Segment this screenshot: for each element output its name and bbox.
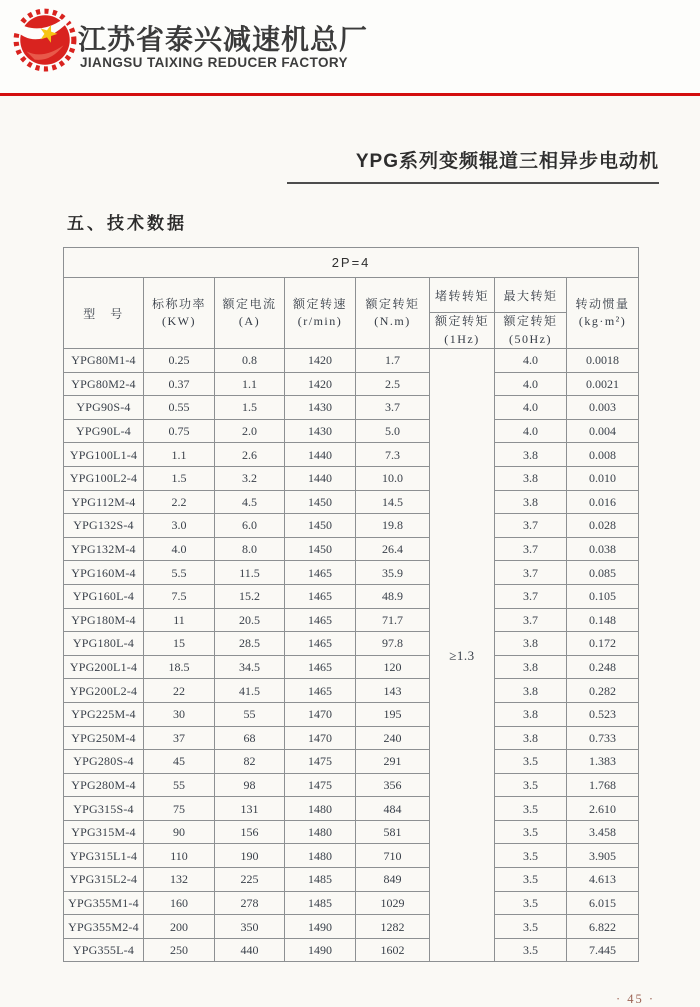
power-cell: 250: [144, 938, 215, 962]
table-row: [64, 844, 639, 868]
torque-cell: 97.8: [356, 632, 430, 656]
table-row: [64, 537, 639, 561]
speed-cell: 1465: [285, 679, 356, 703]
spec-table: [63, 247, 639, 962]
speed-cell: 1450: [285, 490, 356, 514]
inertia-cell: 2.610: [567, 797, 639, 821]
speed-cell: 1465: [285, 561, 356, 585]
max-torque-cell: 3.8: [495, 702, 567, 726]
speed-cell: 1440: [285, 443, 356, 467]
company-name: 江苏省泰兴减速机总厂: [78, 24, 369, 55]
torque-cell: 14.5: [356, 490, 430, 514]
inertia-cell: 6.822: [567, 915, 639, 939]
max-torque-cell: 3.5: [495, 868, 567, 892]
max-torque-cell: 3.7: [495, 584, 567, 608]
page-number: · 45 ·: [616, 992, 656, 1006]
power-cell: 11: [144, 608, 215, 632]
current-cell: 1.1: [215, 372, 285, 396]
col-header-current: 额定电流 (A): [215, 278, 285, 349]
speed-cell: 1420: [285, 372, 356, 396]
speed-cell: 1440: [285, 466, 356, 490]
model-cell: YPG315S-4: [64, 797, 144, 821]
current-cell: 6.0: [215, 514, 285, 538]
inertia-cell: 0.248: [567, 655, 639, 679]
current-cell: 156: [215, 820, 285, 844]
table-row: [64, 915, 639, 939]
torque-cell: 484: [356, 797, 430, 821]
current-cell: 0.8: [215, 349, 285, 373]
torque-cell: 143: [356, 679, 430, 703]
current-cell: 98: [215, 773, 285, 797]
power-cell: 0.37: [144, 372, 215, 396]
inertia-cell: 0.523: [567, 702, 639, 726]
max-torque-cell: 3.8: [495, 632, 567, 656]
inertia-cell: 3.905: [567, 844, 639, 868]
table-row: [64, 466, 639, 490]
model-cell: YPG100L1-4: [64, 443, 144, 467]
model-cell: YPG200L1-4: [64, 655, 144, 679]
speed-cell: 1465: [285, 608, 356, 632]
inertia-cell: 0.038: [567, 537, 639, 561]
model-cell: YPG100L2-4: [64, 466, 144, 490]
current-cell: 278: [215, 891, 285, 915]
table-row: [64, 868, 639, 892]
model-cell: YPG80M2-4: [64, 372, 144, 396]
table-row: [64, 396, 639, 420]
power-cell: 90: [144, 820, 215, 844]
max-torque-cell: 3.7: [495, 537, 567, 561]
max-torque-cell: 3.8: [495, 655, 567, 679]
inertia-cell: 0.004: [567, 419, 639, 443]
section-heading: 五、技术数据: [67, 214, 187, 233]
speed-cell: 1450: [285, 537, 356, 561]
torque-cell: 1282: [356, 915, 430, 939]
torque-cell: 195: [356, 702, 430, 726]
model-cell: YPG112M-4: [64, 490, 144, 514]
power-cell: 3.0: [144, 514, 215, 538]
model-cell: YPG160M-4: [64, 561, 144, 585]
power-cell: 30: [144, 702, 215, 726]
current-cell: 20.5: [215, 608, 285, 632]
current-cell: 55: [215, 702, 285, 726]
model-cell: YPG355M1-4: [64, 891, 144, 915]
spec-table-body: [64, 349, 639, 962]
current-cell: 28.5: [215, 632, 285, 656]
speed-cell: 1490: [285, 915, 356, 939]
torque-cell: 2.5: [356, 372, 430, 396]
power-cell: 45: [144, 750, 215, 774]
max-torque-cell: 3.8: [495, 726, 567, 750]
speed-cell: 1485: [285, 891, 356, 915]
speed-cell: 1465: [285, 632, 356, 656]
table-row: [64, 419, 639, 443]
torque-cell: 1029: [356, 891, 430, 915]
speed-cell: 1485: [285, 868, 356, 892]
max-torque-cell: 3.7: [495, 608, 567, 632]
current-cell: 190: [215, 844, 285, 868]
torque-cell: 10.0: [356, 466, 430, 490]
speed-cell: 1465: [285, 584, 356, 608]
torque-cell: 581: [356, 820, 430, 844]
current-cell: 34.5: [215, 655, 285, 679]
inertia-cell: 1.383: [567, 750, 639, 774]
table-row: [64, 773, 639, 797]
speed-cell: 1430: [285, 419, 356, 443]
current-cell: 82: [215, 750, 285, 774]
model-cell: YPG160L-4: [64, 584, 144, 608]
inertia-cell: 4.613: [567, 868, 639, 892]
max-torque-cell: 3.8: [495, 443, 567, 467]
col-header-max-torque-group: 最大转矩: [495, 278, 567, 313]
model-cell: YPG180M-4: [64, 608, 144, 632]
locked-rotor-torque-merged-cell: ≥1.3: [430, 349, 495, 962]
current-cell: 15.2: [215, 584, 285, 608]
power-cell: 15: [144, 632, 215, 656]
table-row: [64, 655, 639, 679]
inertia-cell: 0.085: [567, 561, 639, 585]
max-torque-cell: 3.8: [495, 490, 567, 514]
power-cell: 7.5: [144, 584, 215, 608]
model-cell: YPG280S-4: [64, 750, 144, 774]
torque-cell: 240: [356, 726, 430, 750]
speed-cell: 1490: [285, 938, 356, 962]
model-cell: YPG315L2-4: [64, 868, 144, 892]
speed-cell: 1475: [285, 750, 356, 774]
model-cell: YPG132M-4: [64, 537, 144, 561]
company-logo-gear-star-icon: [12, 6, 78, 72]
torque-cell: 1.7: [356, 349, 430, 373]
inertia-cell: 0.010: [567, 466, 639, 490]
speed-cell: 1480: [285, 844, 356, 868]
torque-cell: 5.0: [356, 419, 430, 443]
speed-cell: 1430: [285, 396, 356, 420]
torque-cell: 710: [356, 844, 430, 868]
current-cell: 3.2: [215, 466, 285, 490]
pole-label: 2P=4: [64, 248, 639, 278]
inertia-cell: 0.282: [567, 679, 639, 703]
table-row: [64, 891, 639, 915]
current-cell: 350: [215, 915, 285, 939]
col-header-model: 型 号: [64, 278, 144, 349]
max-torque-cell: 4.0: [495, 396, 567, 420]
power-cell: 4.0: [144, 537, 215, 561]
power-cell: 0.25: [144, 349, 215, 373]
torque-cell: 7.3: [356, 443, 430, 467]
table-row: [64, 726, 639, 750]
model-cell: YPG80M1-4: [64, 349, 144, 373]
table-row: [64, 797, 639, 821]
model-cell: YPG132S-4: [64, 514, 144, 538]
speed-cell: 1480: [285, 797, 356, 821]
torque-cell: 48.9: [356, 584, 430, 608]
col-subheader-max-torque: 额定转矩 (50Hz): [495, 313, 567, 349]
table-row: [64, 584, 639, 608]
col-header-locked-torque-group: 堵转转矩: [430, 278, 495, 313]
inertia-cell: 7.445: [567, 938, 639, 962]
current-cell: 131: [215, 797, 285, 821]
max-torque-cell: 4.0: [495, 349, 567, 373]
max-torque-cell: 3.5: [495, 820, 567, 844]
speed-cell: 1420: [285, 349, 356, 373]
max-torque-cell: 3.7: [495, 561, 567, 585]
inertia-cell: 3.458: [567, 820, 639, 844]
power-cell: 2.2: [144, 490, 215, 514]
power-cell: 0.55: [144, 396, 215, 420]
model-cell: YPG355M2-4: [64, 915, 144, 939]
max-torque-cell: 4.0: [495, 419, 567, 443]
table-row: [64, 372, 639, 396]
speed-cell: 1450: [285, 514, 356, 538]
current-cell: 4.5: [215, 490, 285, 514]
col-header-inertia: 转动惯量 (kg·m²): [567, 278, 639, 349]
torque-cell: 356: [356, 773, 430, 797]
inertia-cell: 0.733: [567, 726, 639, 750]
inertia-cell: 6.015: [567, 891, 639, 915]
power-cell: 22: [144, 679, 215, 703]
inertia-cell: 0.008: [567, 443, 639, 467]
col-subheader-locked-torque: 额定转矩 (1Hz): [430, 313, 495, 349]
max-torque-cell: 3.8: [495, 466, 567, 490]
max-torque-cell: 3.5: [495, 915, 567, 939]
current-cell: 225: [215, 868, 285, 892]
table-row: [64, 490, 639, 514]
company-name-english: JIANGSU TAIXING REDUCER FACTORY: [80, 55, 348, 70]
table-row: [64, 608, 639, 632]
torque-cell: 71.7: [356, 608, 430, 632]
col-header-speed: 额定转速 (r/min): [285, 278, 356, 349]
current-cell: 8.0: [215, 537, 285, 561]
power-cell: 132: [144, 868, 215, 892]
torque-cell: 849: [356, 868, 430, 892]
power-cell: 18.5: [144, 655, 215, 679]
model-cell: YPG280M-4: [64, 773, 144, 797]
max-torque-cell: 3.5: [495, 844, 567, 868]
current-cell: 68: [215, 726, 285, 750]
max-torque-cell: 3.5: [495, 797, 567, 821]
model-cell: YPG250M-4: [64, 726, 144, 750]
power-cell: 0.75: [144, 419, 215, 443]
inertia-cell: 1.768: [567, 773, 639, 797]
torque-cell: 120: [356, 655, 430, 679]
current-cell: 11.5: [215, 561, 285, 585]
power-cell: 37: [144, 726, 215, 750]
torque-cell: 19.8: [356, 514, 430, 538]
table-row: [64, 514, 639, 538]
table-row: [64, 561, 639, 585]
torque-cell: 291: [356, 750, 430, 774]
max-torque-cell: 3.5: [495, 891, 567, 915]
power-cell: 75: [144, 797, 215, 821]
pole-row: [64, 248, 639, 278]
table-row: [64, 679, 639, 703]
speed-cell: 1475: [285, 773, 356, 797]
inertia-cell: 0.003: [567, 396, 639, 420]
header-divider: [0, 93, 700, 96]
table-row: [64, 938, 639, 962]
max-torque-cell: 3.5: [495, 938, 567, 962]
model-cell: YPG355L-4: [64, 938, 144, 962]
table-row: [64, 349, 639, 373]
table-row: [64, 750, 639, 774]
max-torque-cell: 3.5: [495, 750, 567, 774]
inertia-cell: 0.172: [567, 632, 639, 656]
model-cell: YPG225M-4: [64, 702, 144, 726]
inertia-cell: 0.148: [567, 608, 639, 632]
inertia-cell: 0.0018: [567, 349, 639, 373]
table-row: [64, 820, 639, 844]
max-torque-cell: 3.8: [495, 679, 567, 703]
document-title: YPG系列变频辊道三相异步电动机: [355, 151, 659, 172]
torque-cell: 1602: [356, 938, 430, 962]
current-cell: 1.5: [215, 396, 285, 420]
model-cell: YPG315M-4: [64, 820, 144, 844]
model-cell: YPG90L-4: [64, 419, 144, 443]
max-torque-cell: 4.0: [495, 372, 567, 396]
speed-cell: 1465: [285, 655, 356, 679]
inertia-cell: 0.016: [567, 490, 639, 514]
torque-cell: 35.9: [356, 561, 430, 585]
power-cell: 200: [144, 915, 215, 939]
model-cell: YPG180L-4: [64, 632, 144, 656]
current-cell: 41.5: [215, 679, 285, 703]
inertia-cell: 0.105: [567, 584, 639, 608]
torque-cell: 3.7: [356, 396, 430, 420]
power-cell: 5.5: [144, 561, 215, 585]
speed-cell: 1470: [285, 726, 356, 750]
max-torque-cell: 3.7: [495, 514, 567, 538]
torque-cell: 26.4: [356, 537, 430, 561]
max-torque-cell: 3.5: [495, 773, 567, 797]
model-cell: YPG315L1-4: [64, 844, 144, 868]
current-cell: 2.0: [215, 419, 285, 443]
header-row-top: [64, 278, 639, 313]
inertia-cell: 0.028: [567, 514, 639, 538]
power-cell: 1.1: [144, 443, 215, 467]
inertia-cell: 0.0021: [567, 372, 639, 396]
current-cell: 2.6: [215, 443, 285, 467]
table-row: [64, 443, 639, 467]
power-cell: 160: [144, 891, 215, 915]
model-cell: YPG200L2-4: [64, 679, 144, 703]
model-cell: YPG90S-4: [64, 396, 144, 420]
col-header-torque: 额定转矩 (N.m): [356, 278, 430, 349]
power-cell: 110: [144, 844, 215, 868]
power-cell: 1.5: [144, 466, 215, 490]
table-row: [64, 632, 639, 656]
power-cell: 55: [144, 773, 215, 797]
speed-cell: 1470: [285, 702, 356, 726]
col-header-power: 标称功率 (KW): [144, 278, 215, 349]
current-cell: 440: [215, 938, 285, 962]
speed-cell: 1480: [285, 820, 356, 844]
document-title-block: [287, 146, 659, 184]
table-row: [64, 702, 639, 726]
